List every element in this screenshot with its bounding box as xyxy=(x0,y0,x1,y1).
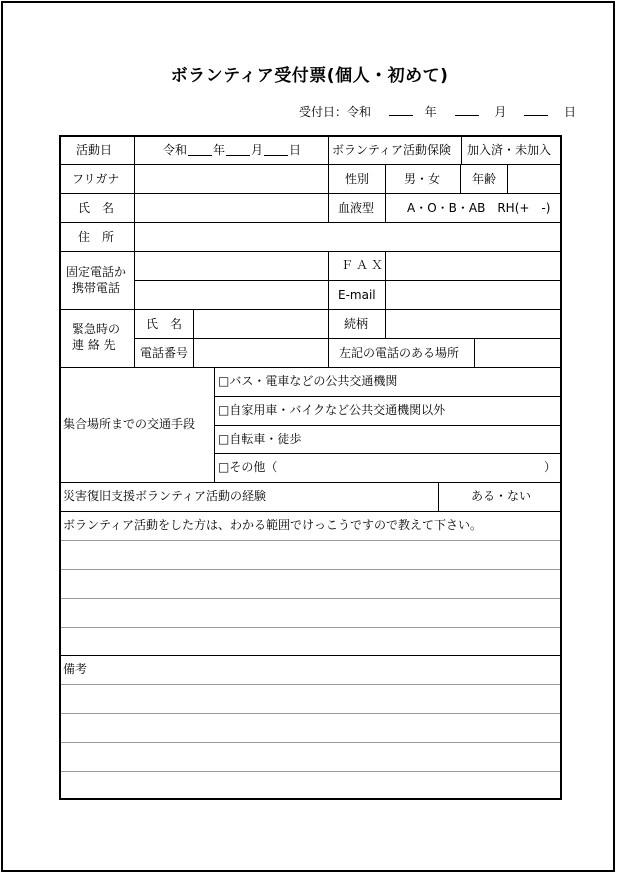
col-divider xyxy=(328,251,329,367)
row-divider xyxy=(134,280,562,281)
insurance-label: ボランティア活動保険 xyxy=(332,143,452,157)
col-divider xyxy=(134,135,135,367)
transport-option-private[interactable]: □自家用車・バイクなど公共交通機関以外 xyxy=(218,403,446,417)
row-divider xyxy=(59,482,562,483)
row-divider xyxy=(214,396,562,397)
activity-month-label: 月 xyxy=(251,143,264,157)
reception-day-label: 日 xyxy=(564,105,577,119)
sex-label: 性別 xyxy=(345,172,370,186)
activity-month-blank[interactable] xyxy=(226,145,250,156)
transport-other-close: ） xyxy=(544,460,557,474)
col-divider xyxy=(438,482,439,511)
transport-option-bicycle[interactable]: □自転車・徒歩 xyxy=(218,432,302,446)
fax-label: ＦＡＸ xyxy=(341,258,387,272)
insurance-status[interactable]: 加入済・未加入 xyxy=(467,143,552,157)
col-divider xyxy=(193,309,194,367)
name-label: 氏 名 xyxy=(78,201,115,215)
row-divider xyxy=(134,338,562,339)
col-divider xyxy=(328,135,329,222)
age-label: 年齢 xyxy=(472,172,497,186)
col-divider xyxy=(507,164,508,193)
activity-reiwa-label: 令和 xyxy=(163,143,188,157)
experience-area[interactable] xyxy=(61,540,560,654)
activity-day-unit-label: 日 xyxy=(289,143,302,157)
row-divider xyxy=(214,425,562,426)
furigana-label: フリガナ xyxy=(72,172,120,186)
experience-note: ボランティア活動をした方は、わかる範囲でけっこうですので教えて下さい。 xyxy=(63,518,483,532)
activity-day-blank[interactable] xyxy=(264,145,288,156)
transport-option-other[interactable]: □その他（ xyxy=(218,460,278,474)
row-divider xyxy=(59,367,562,368)
remarks-label: 備考 xyxy=(63,662,88,676)
reception-month-blank[interactable] xyxy=(455,105,479,116)
phone-place-label: 左記の電話のある場所 xyxy=(339,346,460,360)
reception-year-blank[interactable] xyxy=(389,105,413,116)
form-title: ボランティア受付票(個人・初めて) xyxy=(170,66,449,86)
disaster-value[interactable]: ある・ない xyxy=(471,489,532,503)
col-divider xyxy=(474,338,475,367)
blood-value[interactable]: A・O・B・AB RH(+ -) xyxy=(407,201,551,215)
sex-value[interactable]: 男・女 xyxy=(404,172,441,186)
activity-year-label: 年 xyxy=(213,143,226,157)
transport-option-public[interactable]: □バス・電車などの公共交通機関 xyxy=(218,374,398,388)
email-label: E-mail xyxy=(338,288,376,302)
transport-label: 集合場所までの交通手段 xyxy=(63,417,196,431)
phone-label-line2: 携帯電話 xyxy=(72,281,121,295)
relation-label: 続柄 xyxy=(344,317,369,331)
activity-day-label: 活動日 xyxy=(76,143,113,157)
activity-year-blank[interactable] xyxy=(188,145,212,156)
disaster-label: 災害復旧支援ボランティア活動の経験 xyxy=(63,489,267,503)
row-divider xyxy=(59,655,562,656)
emergency-name-label: 氏 名 xyxy=(146,317,183,331)
blood-label: 血液型 xyxy=(338,201,375,215)
address-label: 住 所 xyxy=(78,230,115,244)
reception-date xyxy=(299,103,576,120)
emergency-phone-label: 電話番号 xyxy=(140,346,189,360)
row-divider xyxy=(214,453,562,454)
reception-month-label: 月 xyxy=(494,105,507,119)
reception-day-blank[interactable] xyxy=(524,105,548,116)
remarks-area[interactable] xyxy=(61,684,560,798)
emergency-label-line2: 連 絡 先 xyxy=(72,338,116,352)
phone-label-line1: 固定電話か xyxy=(66,265,127,279)
reception-label: 受付日：令和 xyxy=(299,105,372,119)
col-divider xyxy=(214,367,215,482)
reception-year-label: 年 xyxy=(424,105,437,119)
col-divider xyxy=(461,135,462,164)
emergency-label-line1: 緊急時の xyxy=(72,322,121,336)
col-divider xyxy=(385,164,386,222)
row-divider xyxy=(59,511,562,512)
col-divider xyxy=(460,164,461,193)
